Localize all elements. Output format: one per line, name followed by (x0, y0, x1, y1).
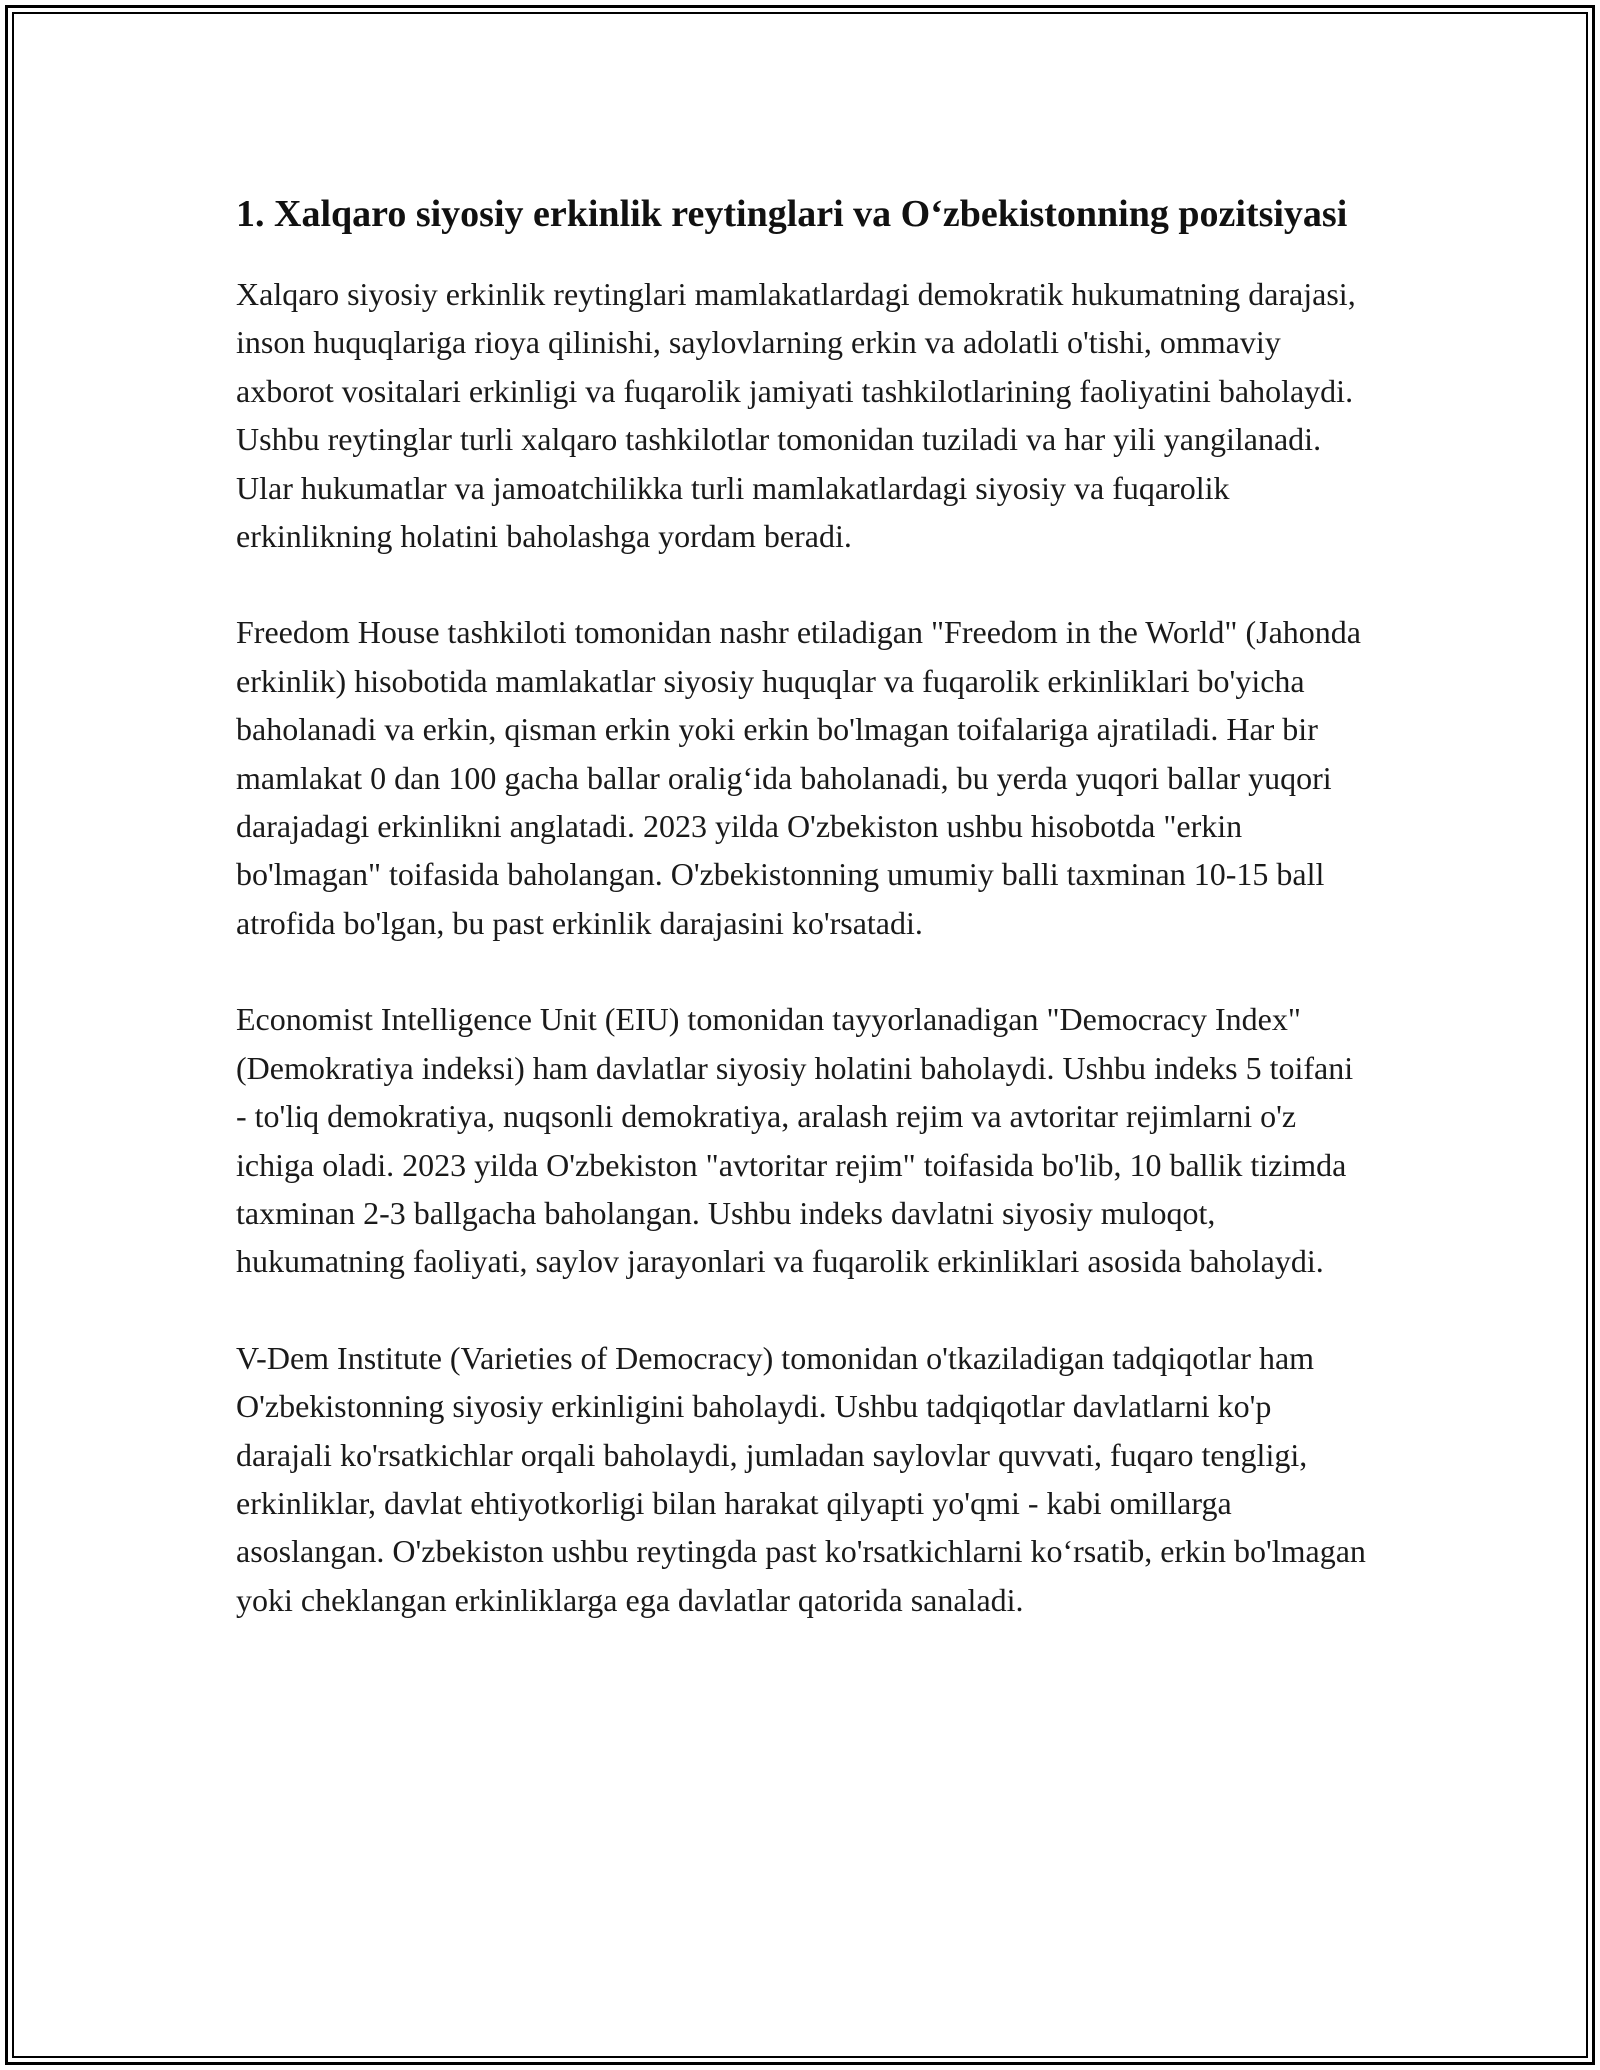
paragraph-v-dem: V-Dem Institute (Varieties of Democracy) tomonidan o'tkaziladigan tadqiqotlar ham O'zbekistonning siyosiy erkinligini baholaydi. Ushbu tadqiqotlar davlatlarni ko'p darajali ko'rsatkichlar orqali baholaydi, jumladan saylovlar quvvati, fuqaro tengligi, erkinliklar, davlat ehtiyotkorligi bilan harakat qilyapti yo'qmi - kabi omillarga asoslangan. O'zbekiston ushbu reytingda past ko'rsatkichlarni ko‘rsatib, erkin bo'lmagan yoki cheklangan erkinliklarga ega davlatlar qatorida sanaladi. (236, 1339, 1366, 1618)
document-body (236, 186, 1366, 1672)
paragraph-freedom-house: Freedom House tashkiloti tomonidan nashr etiladigan "Freedom in the World" (Jahonda erkinlik) hisobotida mamlakatlar siyosiy huquqlar va fuqarolik erkinliklari bo'yicha baholanadi va erkin, qisman erkin yoki erkin bo'lmagan toifalariga ajratiladi. Har bir mamlakat 0 dan 100 gacha ballar oralig‘ida baholanadi, bu yerda yuqori ballar yuqori darajadagi erkinlikni anglatadi. 2023 yilda O'zbekiston ushbu hisobotda "erkin bo'lmagan" toifasida baholangan. O'zbekistonning umumiy balli taxminan 10-15 ball atrofida bo'lgan, bu past erkinlik darajasini ko'rsatadi. (236, 614, 1361, 941)
paragraph-democracy-index: Economist Intelligence Unit (EIU) tomonidan tayyorlanadigan "Democracy Index" (Demokratiya indeksi) ham davlatlar siyosiy holatini baholaydi. Ushbu indeks 5 toifani - to'liq demokratiya, nuqsonli demokratiya, aralash rejim va avtoritar rejimlarni o'z ichiga oladi. 2023 yilda O'zbekiston "avtoritar rejim" toifasida bo'lib, 10 ballik tizimda taxminan 2-3 ballgacha baholangan. Ushbu indeks davlatni siyosiy muloqot, hukumatning faoliyati, saylov jarayonlari va fuqarolik erkinliklari asosida baholaydi. (236, 1001, 1354, 1280)
paragraph-intro: Xalqaro siyosiy erkinlik reytinglari mamlakatlardagi demokratik hukumatning darajasi, inson huquqlariga rioya qilinishi, saylovlarning erkin va adolatli o'tishi, ommaviy axborot vositalari erkinligi va fuqarolik jamiyati tashkilotlarining faoliyatini baholaydi. Ushbu reytinglar turli xalqaro tashkilotlar tomonidan tuziladi va har yili yangilanadi. Ular hukumatlar va jamoatchilikka turli mamlakatlardagi siyosiy va fuqarolik erkinlikning holatini baholashga yordam beradi. (236, 276, 1356, 555)
section-heading: 1. Xalqaro siyosiy erkinlik reytinglari va O‘zbekistonning pozitsiyasi (236, 193, 1348, 235)
